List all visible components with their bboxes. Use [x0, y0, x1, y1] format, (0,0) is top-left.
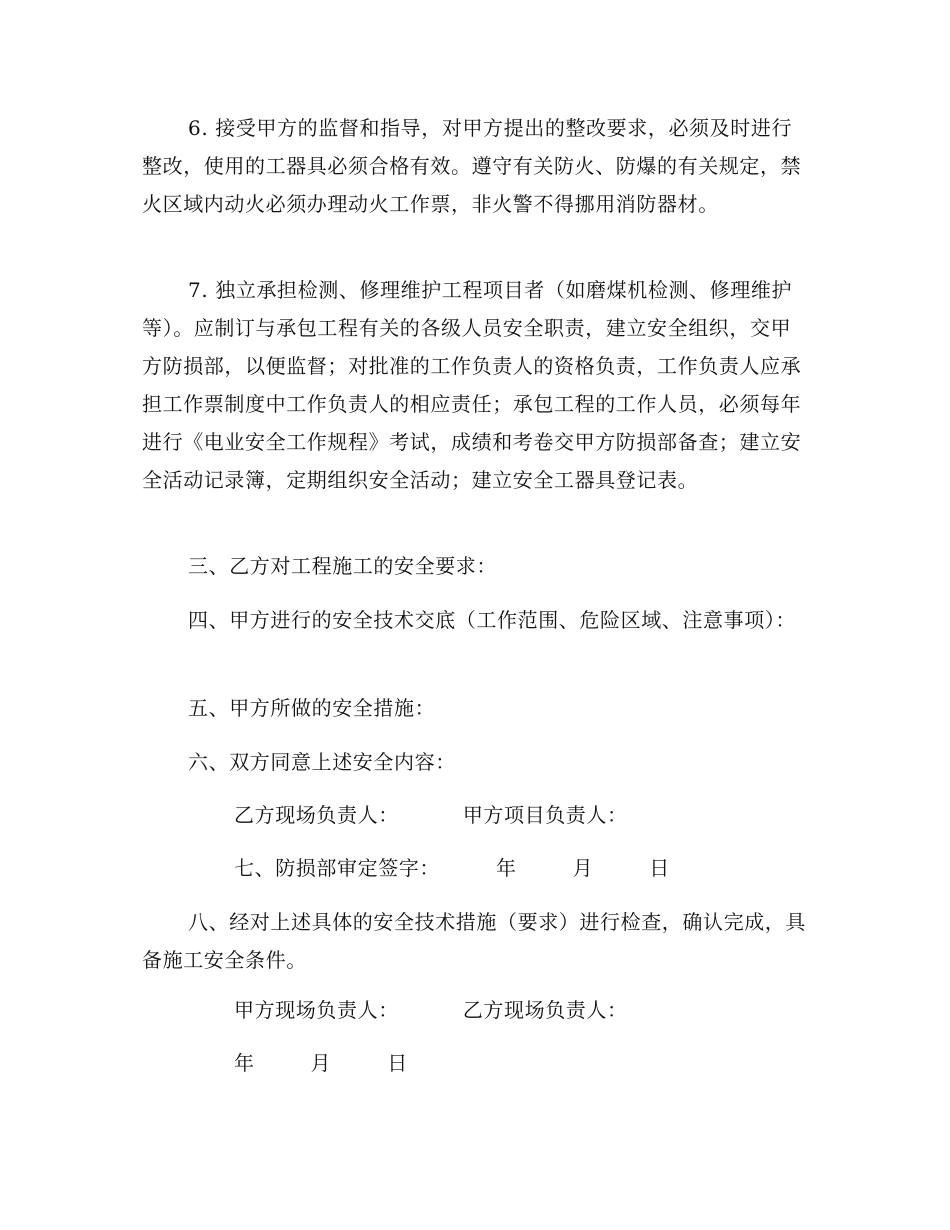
approval-year: 年: [496, 856, 517, 880]
signature-label-party-a-site: 甲方现场负责人：: [234, 998, 399, 1022]
signature-line-1: [142, 796, 810, 834]
section-5-heading: 五、甲方所做的安全措施：: [188, 696, 436, 720]
section-3-heading: 三、乙方对工程施工的安全要求：: [188, 554, 497, 578]
final-day: 日: [387, 1051, 408, 1075]
approval-day: 日: [649, 856, 670, 880]
signature-label-party-b-site-2: 乙方现场负责人：: [462, 998, 628, 1022]
signature-label-party-a-project: 甲方项目负责人：: [462, 803, 628, 827]
approval-label: 七、防损部审定签字：: [234, 856, 440, 880]
section-8-paragraph: 八、经对上述具体的安全技术措施（要求）进行检查，确认完成，具备施工安全条件。: [142, 910, 806, 972]
final-year: 年: [234, 1051, 255, 1075]
section-6-heading: 六、双方同意上述安全内容：: [188, 750, 456, 774]
final-date-line: [142, 1044, 810, 1082]
section-4-heading: 四、甲方进行的安全技术交底（工作范围、危险区域、注意事项）：: [188, 608, 796, 632]
final-month: 月: [310, 1051, 332, 1075]
approval-month: 月: [572, 856, 594, 880]
paragraph-6: 6. 接受甲方的监督和指导，对甲方提出的整改要求，必须及时进行整改，使用的工器具必须合格有效。遵守有关防火、防爆的有关规定，禁火区域内动火必须办理动火工作票，非火警不得挪用消防器材。: [142, 116, 802, 216]
approval-line: [142, 849, 810, 887]
signature-label-party-b-site: 乙方现场负责人：: [234, 803, 399, 827]
paragraph-7: 7. 独立承担检测、修理维护工程项目者（如磨煤机检测、修理维护等）。应制订与承包工程有关的各级人员安全职责，建立安全组织，交甲方防损部，以便监督；对批准的工作负责人的资格负责，工作负责人应承担工作票制度中工作负责人的相应责任；承包工程的工作人员，必须每年进行《电业安全工作规程》考试，成绩和考卷交甲方防损部备查；建立安全活动记录簿，定期组织安全活动；建立安全工器具登记表。: [142, 278, 802, 492]
signature-line-2: [142, 991, 810, 1029]
